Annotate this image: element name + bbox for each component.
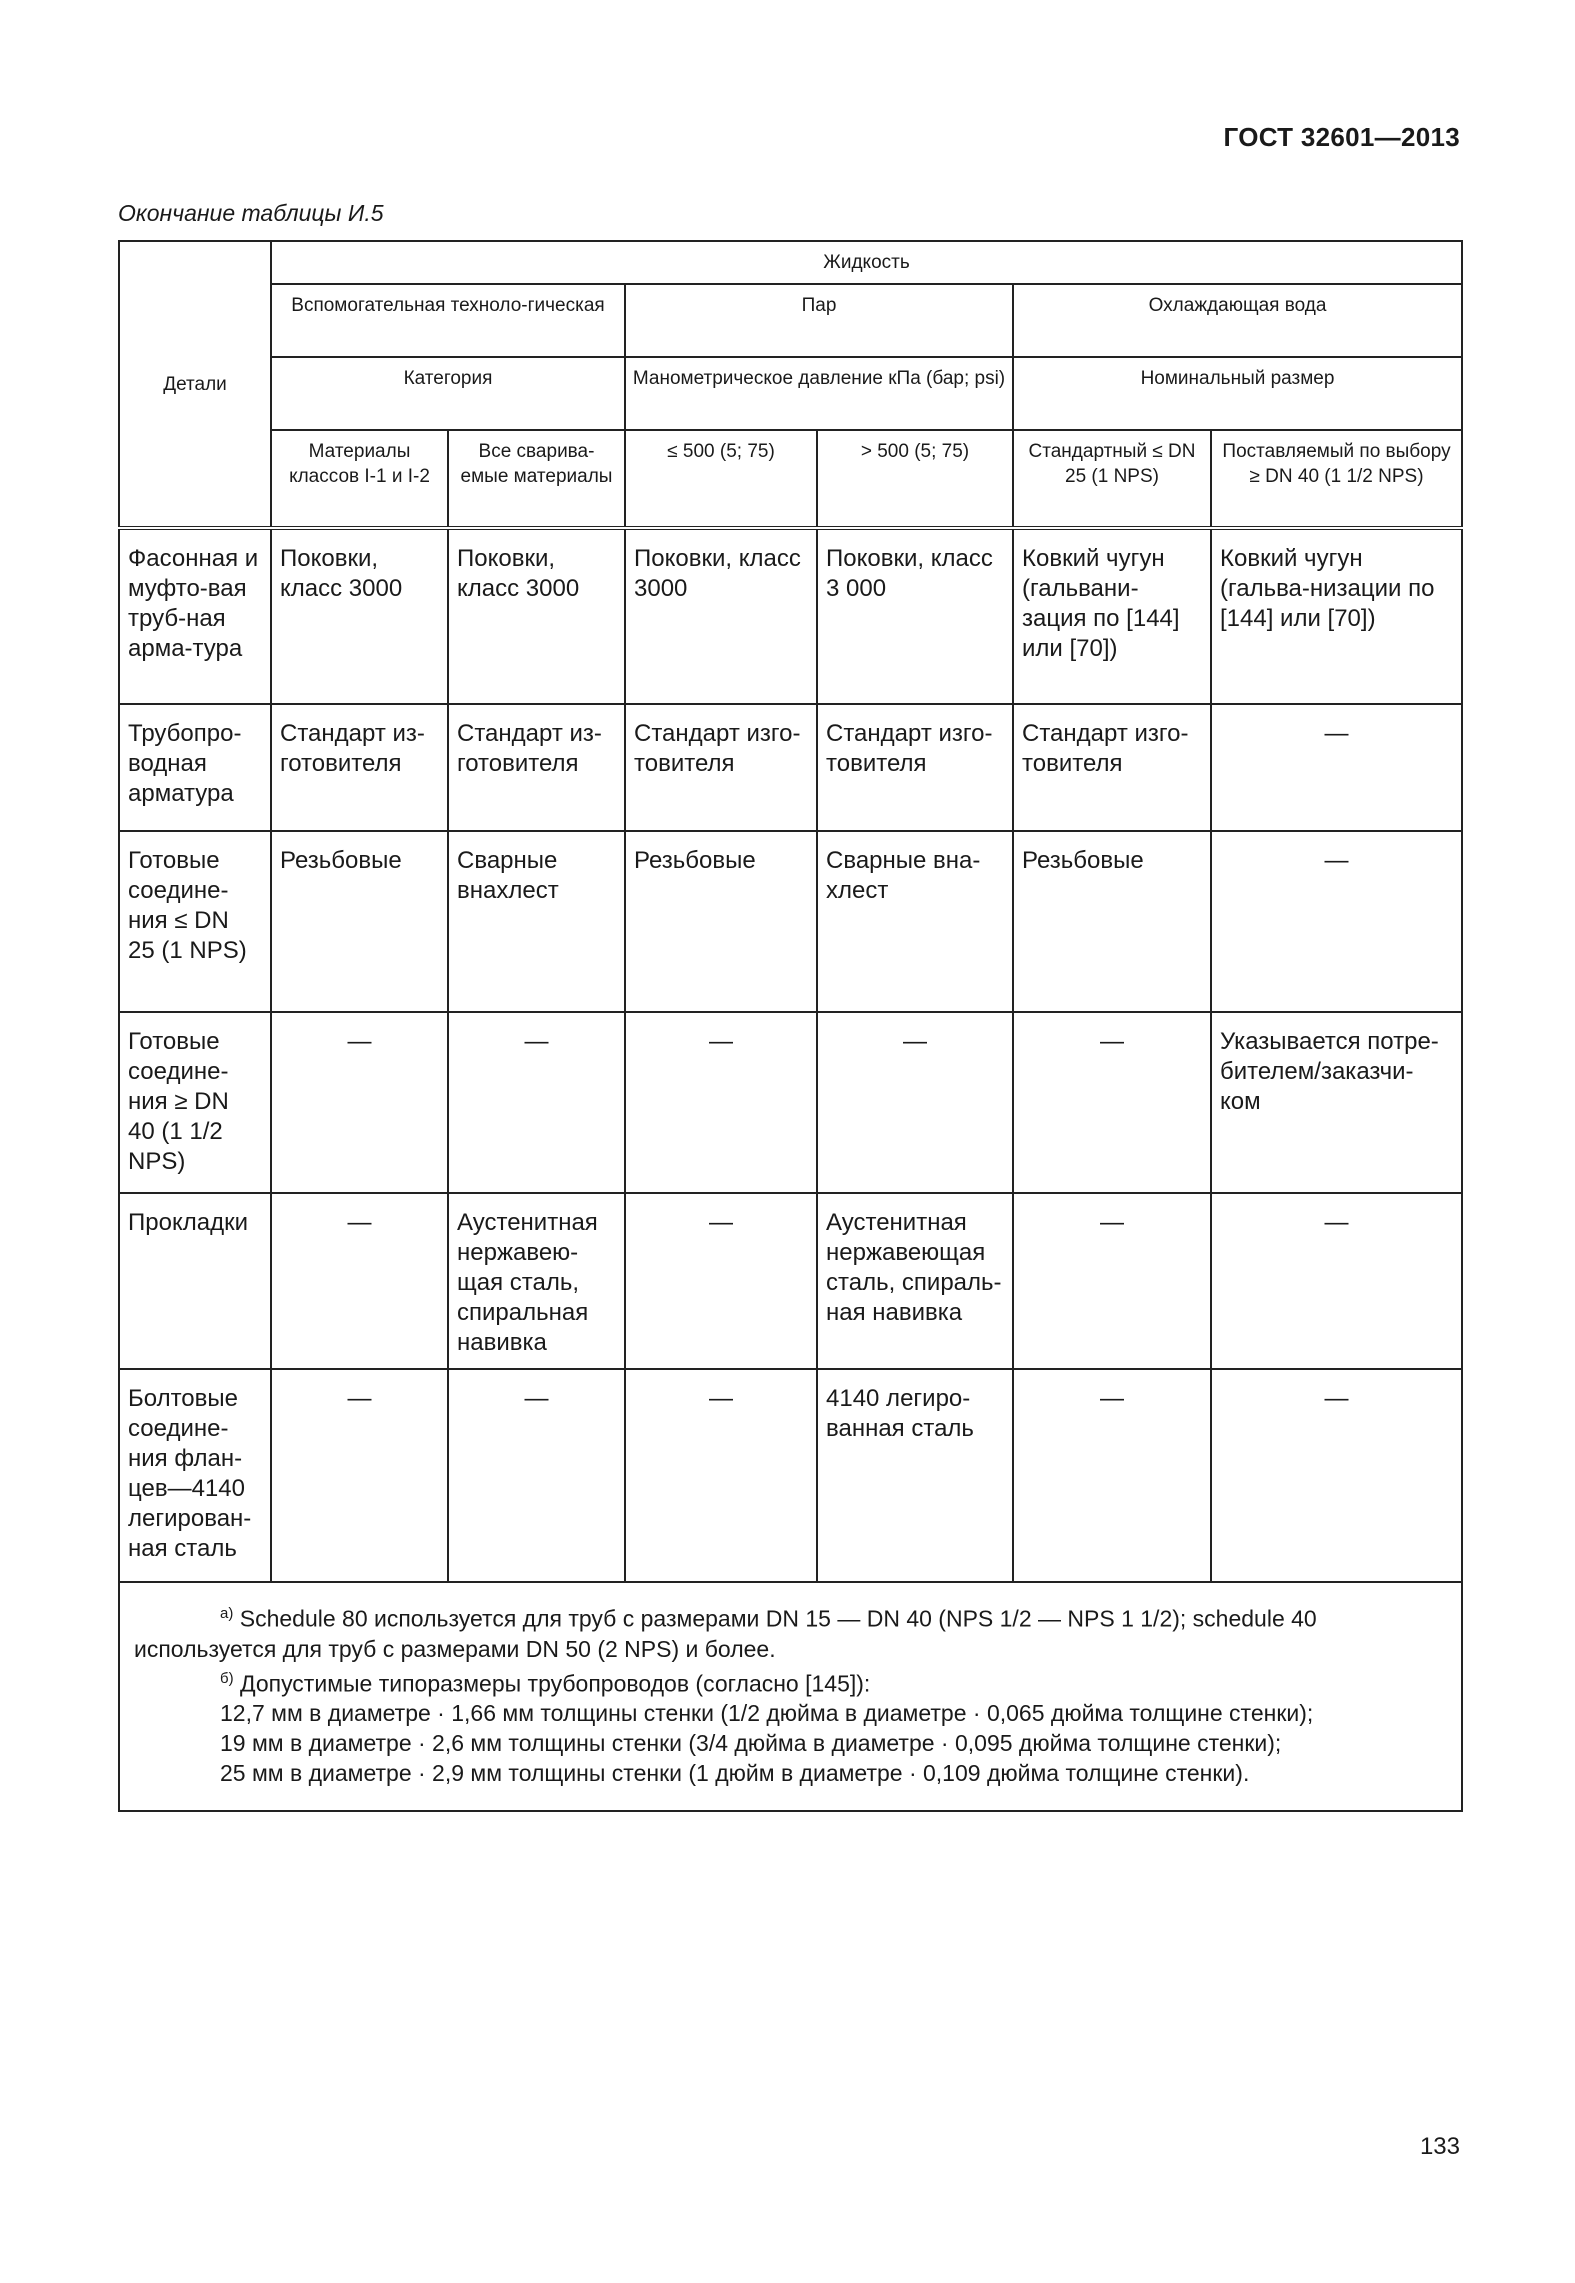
group-header: Охлаждающая вода — [1013, 284, 1462, 357]
table-cell: Сварные вна-хлест — [817, 831, 1013, 1012]
table-cell: — — [817, 1012, 1013, 1193]
subgroup-header: Категория — [271, 357, 625, 430]
column-header: Поставляемый по выбору ≥ DN 40 (1 1/2 NPS) — [1211, 430, 1462, 528]
table-cell: Сварные внахлест — [448, 831, 625, 1012]
table-cell: Указывается потре-бителем/заказчи-ком — [1211, 1012, 1462, 1193]
row-label: Фасонная и муфто-вая труб-ная арма-тура — [119, 528, 271, 704]
table-cell: Резьбовые — [271, 831, 448, 1012]
row-label: Трубопро-водная арматура — [119, 704, 271, 831]
document-id: ГОСТ 32601—2013 — [1223, 122, 1460, 152]
table-cell: — — [1211, 1193, 1462, 1369]
table-row — [119, 1369, 1462, 1582]
materials-table — [118, 240, 1463, 1812]
footnote-b-mark: б) — [220, 1669, 234, 1687]
column-header: > 500 (5; 75) — [817, 430, 1013, 528]
fluid-header: Жидкость — [271, 241, 1462, 284]
table-notes — [119, 1582, 1462, 1811]
table-row — [119, 831, 1462, 1012]
table-cell: Стандарт изго-товителя — [1013, 704, 1211, 831]
footnote-b-text: Допустимые типоразмеры трубопроводов (согласно [145]): — [239, 1670, 871, 1697]
group-header: Вспомогательная техноло-гическая — [271, 284, 625, 357]
table-row — [119, 704, 1462, 831]
table-cell: — — [1211, 704, 1462, 831]
page-number: 133 — [1419, 2133, 1460, 2160]
row-label: Готовые соедине-ния ≥ DN 40 (1 1/2 NPS) — [119, 1012, 271, 1193]
notes-row — [119, 1582, 1462, 1811]
table-cell: — — [1013, 1012, 1211, 1193]
table-cell: Поковки, класс 3 000 — [817, 528, 1013, 704]
column-header: ≤ 500 (5; 75) — [625, 430, 817, 528]
column-header: Все сварива-емые материалы — [448, 430, 625, 528]
footnote-a-mark: а) — [220, 1605, 234, 1622]
table-cell: Аустенитная нержавеющая сталь, спираль-ная навивка — [817, 1193, 1013, 1369]
table-cell: — — [271, 1369, 448, 1582]
table-cell: 4140 легиро-ванная сталь — [817, 1369, 1013, 1582]
table-row — [119, 1012, 1462, 1193]
table-cell: — — [1013, 1193, 1211, 1369]
table-cell: — — [448, 1369, 625, 1582]
table-cell: — — [625, 1012, 817, 1193]
table-cell: Резьбовые — [1013, 831, 1211, 1012]
pipe-size-line: 19 мм в диаметре · 2,6 мм толщины стенки (3/4 дюйма в диаметре · 0,095 дюйма толщине стенки); — [220, 1730, 1282, 1757]
table-row — [119, 528, 1462, 704]
table-cell: — — [271, 1193, 448, 1369]
row-label: Прокладки — [119, 1193, 271, 1369]
subgroup-header: Манометрическое давление кПа (бар; psi) — [625, 357, 1013, 430]
table-cell: Стандарт из-готовителя — [448, 704, 625, 831]
table-cell: — — [448, 1012, 625, 1193]
subgroup-header: Номинальный размер — [1013, 357, 1462, 430]
column-header: Стандартный ≤ DN 25 (1 NPS) — [1013, 430, 1211, 528]
row-label: Готовые соедине-ния ≤ DN 25 (1 NPS) — [119, 831, 271, 1012]
table-cell: — — [271, 1012, 448, 1193]
table-cell: — — [625, 1369, 817, 1582]
table-cell: — — [625, 1193, 817, 1369]
table-row — [119, 1193, 1462, 1369]
table-cell: Ковкий чугун (гальвани-зация по [144] или [70]) — [1013, 528, 1211, 704]
table-caption: Окончание таблицы И.5 — [118, 200, 384, 226]
footnote-b — [134, 1664, 1447, 1699]
table-cell: Резьбовые — [625, 831, 817, 1012]
footnote-a-text: Schedule 80 используется для труб с размерами DN 15 — DN 40 (NPS 1/2 — NPS 1 1/2); schedule 40 используется для труб с размерами DN 50 (2 NPS) и более. — [134, 1605, 1317, 1662]
table-cell: Стандарт из-готовителя — [271, 704, 448, 831]
table-cell: Аустенитная нержавею-щая сталь, спиральная навивка — [448, 1193, 625, 1369]
table-cell: Поковки, класс 3000 — [625, 528, 817, 704]
table-cell: Стандарт изго-товителя — [817, 704, 1013, 831]
table-cell: Поковки, класс 3000 — [448, 528, 625, 704]
details-header: Детали — [119, 241, 271, 528]
table-cell: Поковки, класс 3000 — [271, 528, 448, 704]
table-cell: Ковкий чугун (гальва-низации по [144] или [70]) — [1211, 528, 1462, 704]
row-label: Болтовые соедине-ния флан-цев—4140 легирован-ная сталь — [119, 1369, 271, 1582]
group-header: Пар — [625, 284, 1013, 357]
table-cell: — — [1211, 831, 1462, 1012]
table-cell: — — [1211, 1369, 1462, 1582]
table-cell: — — [1013, 1369, 1211, 1582]
table-cell: Стандарт изго-товителя — [625, 704, 817, 831]
pipe-size-line: 25 мм в диаметре · 2,9 мм толщины стенки (1 дюйм в диаметре · 0,109 дюйма толщине стенки). — [220, 1760, 1250, 1787]
pipe-size-line: 12,7 мм в диаметре · 1,66 мм толщины стенки (1/2 дюйма в диаметре · 0,065 дюйма толщине стенки); — [220, 1700, 1314, 1727]
column-header: Материалы классов I-1 и I-2 — [271, 430, 448, 528]
footnote-a — [134, 1599, 1447, 1664]
